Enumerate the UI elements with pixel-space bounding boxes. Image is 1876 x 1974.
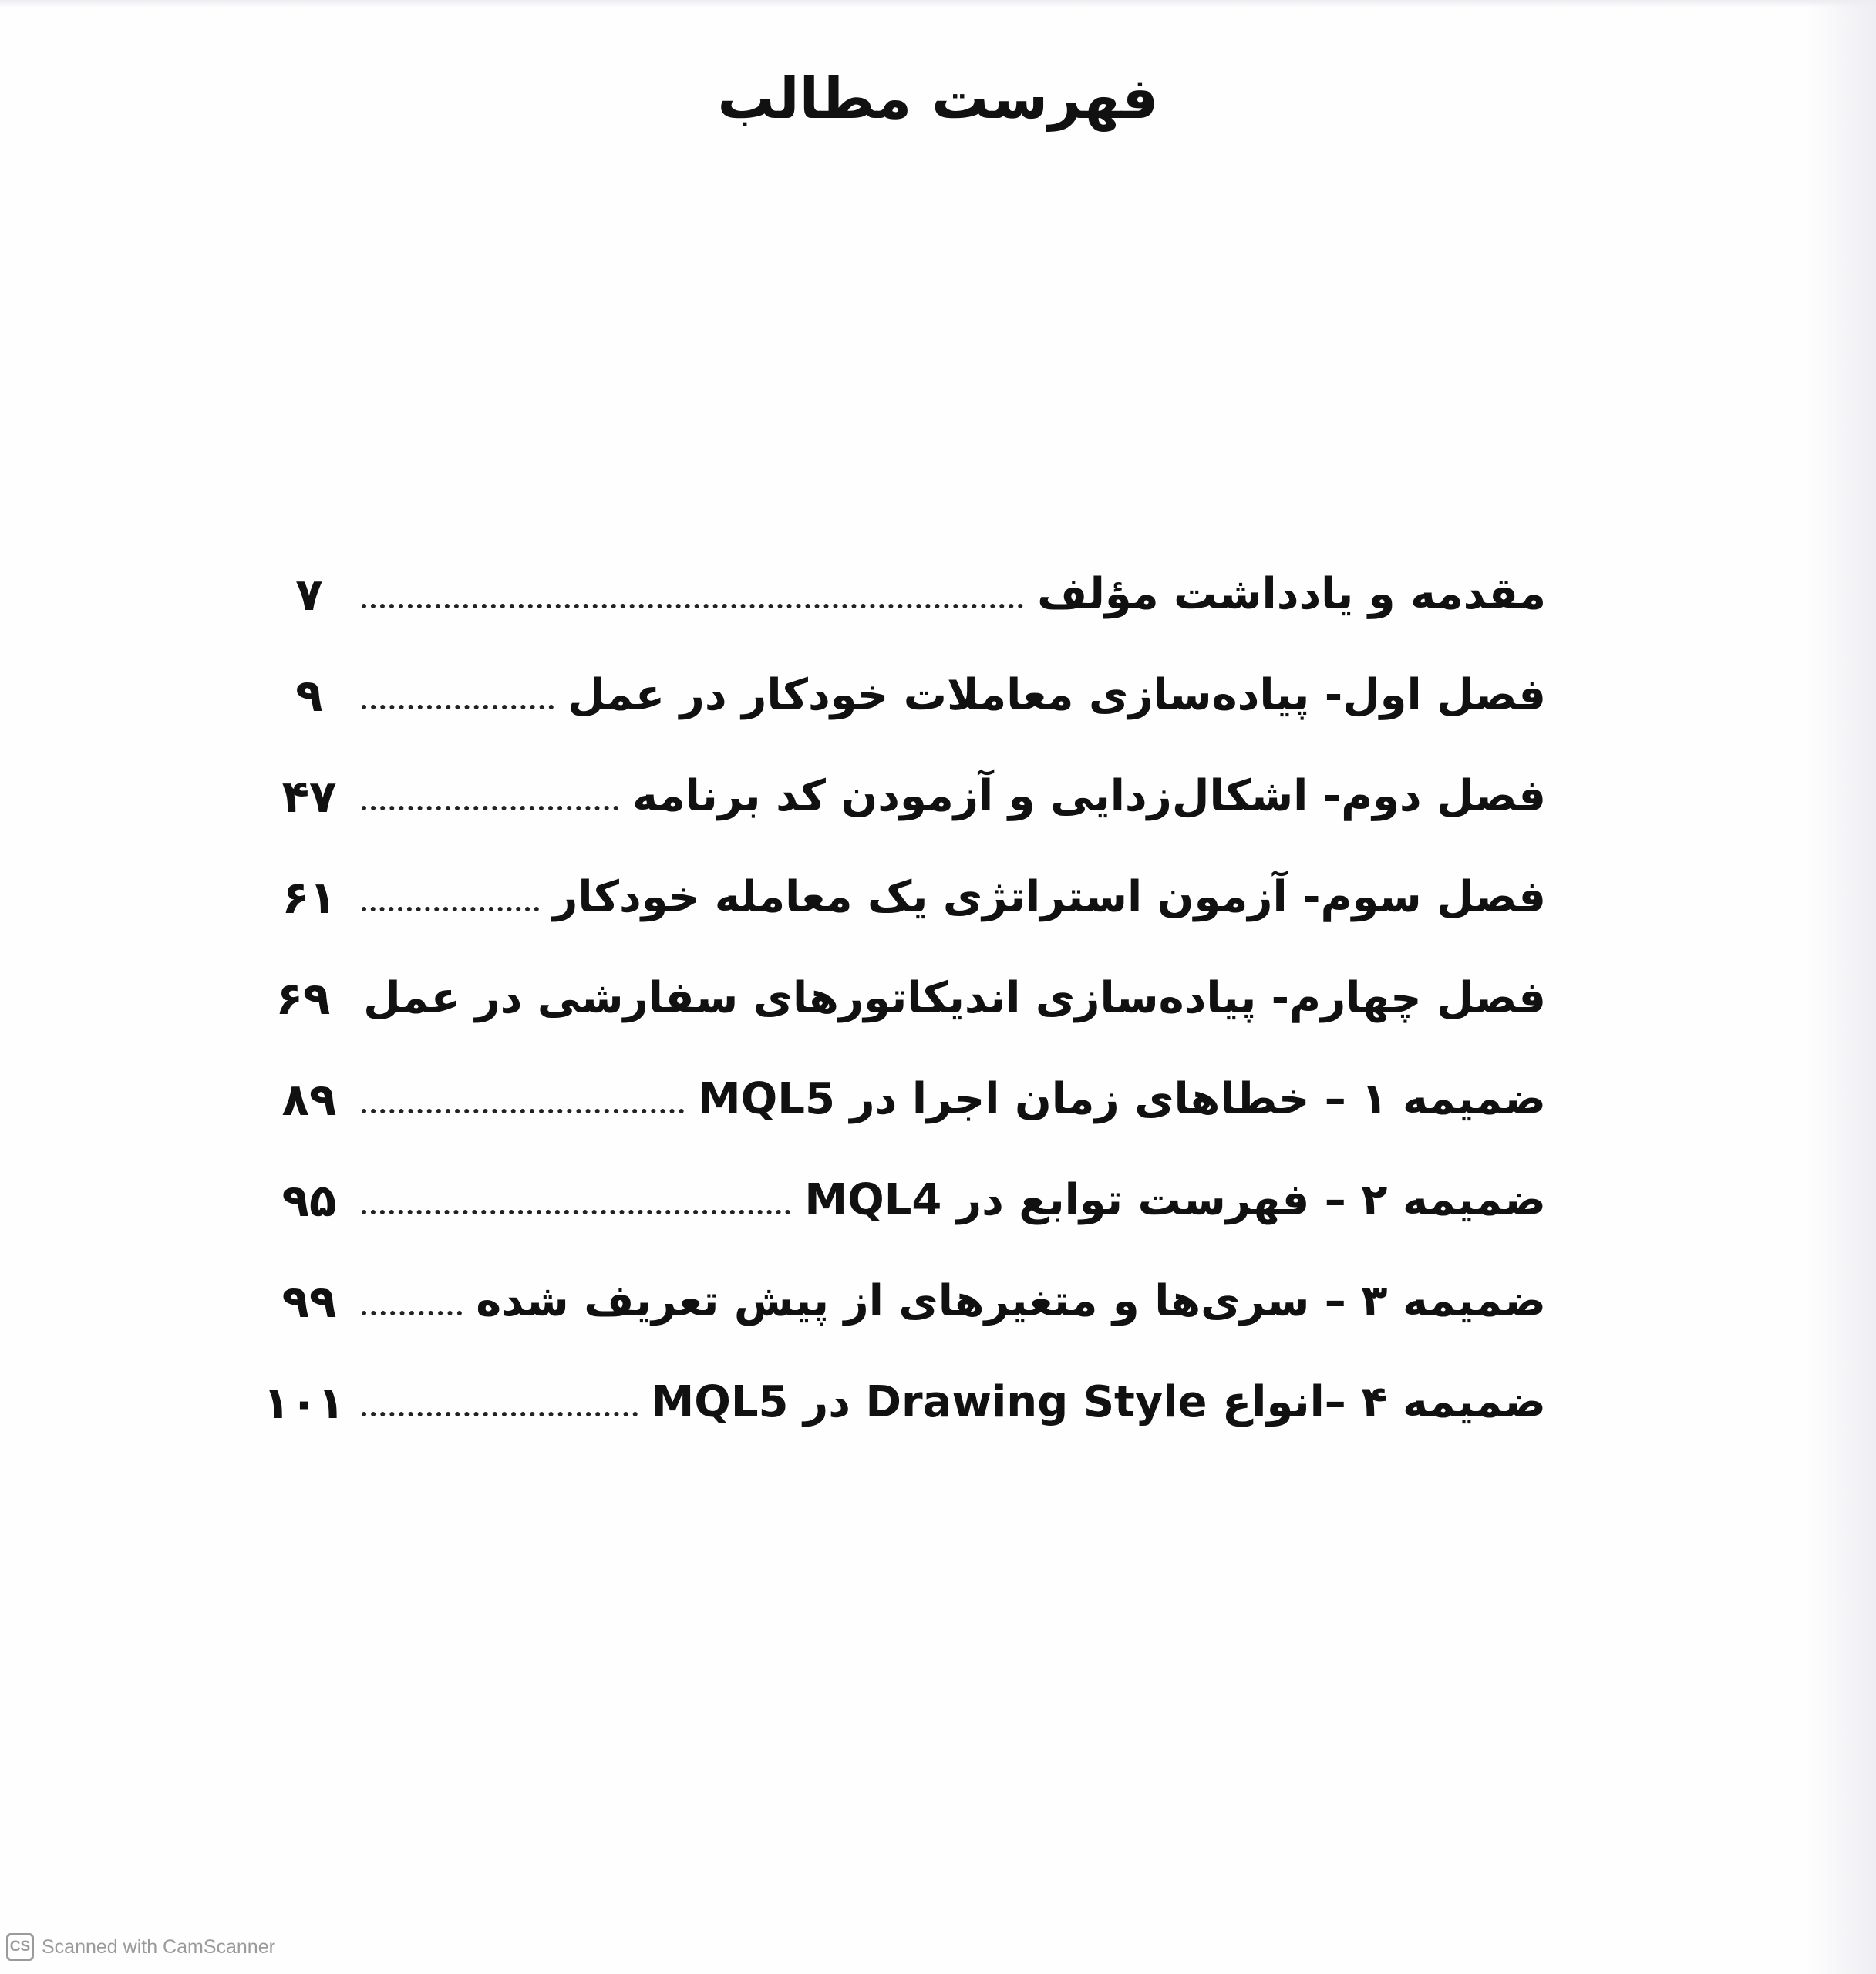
toc-entry-page-number: ۷ (295, 568, 323, 621)
dot-leader (362, 1311, 462, 1315)
toc-entry-page-number: ۶۱ (281, 871, 337, 924)
toc-entry-page-number: ۹۵ (281, 1174, 337, 1227)
toc-entry (274, 544, 1546, 645)
toc-entry (262, 1352, 1546, 1453)
toc-entry (274, 1251, 1546, 1352)
dot-leader (362, 1109, 684, 1113)
page-top-edge-shadow (0, 0, 1876, 8)
toc-entry-title: فصل سوم- آزمون استراتژی یک معامله خودکار (553, 872, 1546, 922)
toc-entry-title: ضمیمه ۴ –انواع Drawing Style در MQL5 (651, 1377, 1546, 1427)
toc-entry (274, 645, 1546, 746)
toc-entry (274, 1150, 1546, 1251)
toc-entry-page-number: ۱۰۱ (262, 1376, 345, 1429)
toc-entry (274, 847, 1546, 948)
toc-entry-title: ضمیمه ۱ – خطاهای زمان اجرا در MQL5 (697, 1074, 1546, 1124)
dot-leader (362, 806, 618, 810)
toc-entry-title: فصل چهارم- پیاده‌سازی اندیکاتورهای سفارشی در عمل (363, 973, 1546, 1023)
dot-leader (362, 1210, 790, 1214)
table-of-contents (262, 544, 1546, 1453)
toc-entry-title: فصل دوم- اشکال‌زدایی و آزمودن کد برنامه (632, 771, 1546, 821)
toc-entry-page-number: ۸۹ (281, 1073, 337, 1126)
page-right-edge-shadow (1807, 0, 1876, 1974)
page-title: فهرست مطالب (717, 66, 1159, 132)
dot-leader (362, 907, 539, 911)
dot-leader (362, 705, 554, 709)
toc-entry (274, 746, 1546, 847)
camscanner-logo-icon: CS (6, 1933, 34, 1961)
toc-entry-title: ضمیمه ۲ – فهرست توابع در MQL4 (804, 1175, 1546, 1225)
toc-entry-title: مقدمه و یادداشت مؤلف (1037, 569, 1546, 619)
dot-leader (362, 604, 1023, 608)
dot-leader (362, 1412, 638, 1416)
toc-entry-page-number: ۹۹ (281, 1275, 337, 1328)
toc-entry-page-number: ۶۹ (275, 972, 331, 1025)
toc-entry-title: فصل اول- پیاده‌سازی معاملات خودکار در عمل (568, 670, 1546, 720)
toc-entry (274, 948, 1546, 1049)
camscanner-watermark (6, 1933, 275, 1961)
toc-entry (274, 1049, 1546, 1150)
toc-entry-title: ضمیمه ۳ – سری‌ها و متغیرهای از پیش تعریف شده (476, 1276, 1546, 1326)
toc-entry-page-number: ۴۷ (281, 770, 337, 823)
toc-entry-page-number: ۹ (295, 669, 323, 722)
watermark-text: Scanned with CamScanner (42, 1935, 275, 1958)
